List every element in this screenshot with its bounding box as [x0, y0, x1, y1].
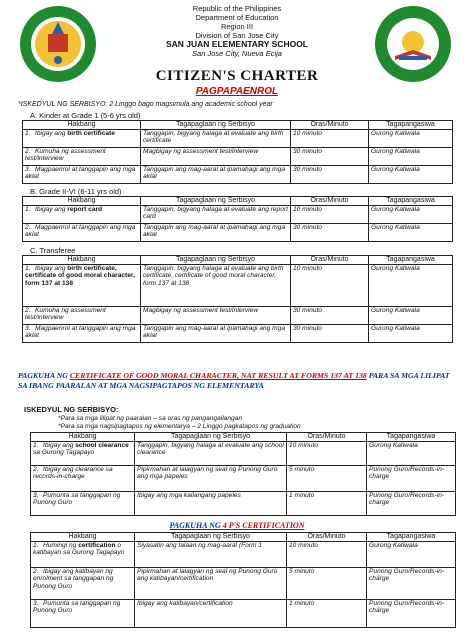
column-header: Tagapangasiwa — [369, 121, 453, 130]
service-cell: Pipirmahan at lalagyan ng seal ng Punong Guro ang mga papeles — [135, 465, 287, 491]
step-text: Ibigay ang — [35, 205, 68, 213]
good-moral-title-part3: PARA SA MGA LILIPAT SA IBANG PAARALAN AT MGA NAGSIPAGTAPOS NG ELEMENTARYA — [18, 371, 450, 390]
table-row — [31, 441, 456, 465]
good-moral-note-2: *Para sa mga nagsipagtapos ng elementarya – 2 Linggo pagkatapos ng graduation — [58, 423, 301, 430]
column-header: Tagapaglaan ng Serbisyo — [135, 533, 287, 542]
time-cell: 10 minuto — [287, 441, 367, 465]
step-cell — [23, 165, 141, 183]
good-moral-note-1: *Para sa mga lilipat ng paaralan – sa oras ng pangangailangan — [58, 415, 243, 422]
step-cell — [23, 264, 141, 306]
step-text: Pumunta sa tanggapan ng Punong Guro — [33, 599, 121, 614]
step-text: Ibigay ang clearance sa records-in-charge — [33, 465, 113, 480]
column-header: Tagapangasiwa — [367, 533, 456, 542]
column-header: Tagapaglaan ng Serbisyo — [141, 197, 291, 206]
column-header: Tagapangasiwa — [369, 197, 453, 206]
step-number: 1. — [25, 129, 31, 137]
service-cell: Siyasatin ang talaan ng mag-aaral (Form 1 — [135, 541, 287, 567]
step-text: Magpaenrol at tanggapin ang mga aklat — [25, 324, 136, 339]
fourps-table — [30, 532, 456, 628]
column-header: Tagapaglaan ng Serbisyo — [141, 256, 291, 265]
service-cell: Tanggapin, bigyang halaga at evaluate ang school clearance — [135, 441, 287, 465]
step-number: 1. — [25, 205, 31, 213]
good-moral-title-part1: PAGKUHA NG — [18, 371, 70, 380]
officer-cell: Gurong Katiwala — [369, 324, 453, 342]
column-header: Oras/Minuto — [291, 256, 369, 265]
service-cell: Pipirmahan at lalagyan ng seal ng Punong Guro ang katibayan/certification — [135, 567, 287, 599]
column-header: Hakbang — [23, 121, 141, 130]
step-text-post: sa Gurong Tagapayo — [33, 449, 95, 456]
service-cell: Magbigay ng assessment test/interview — [141, 147, 291, 165]
step-cell — [31, 491, 135, 515]
region-line: Region III — [220, 22, 254, 31]
time-cell: 5 minuto — [287, 465, 367, 491]
step-text: Kumuha ng assessment test/interview — [25, 147, 106, 162]
school-address: San Jose City, Nueva Ecija — [192, 49, 282, 58]
step-text: Ibigay ang — [43, 441, 76, 449]
section-a-table — [22, 120, 453, 184]
section-c-table — [22, 255, 453, 343]
step-cell — [23, 223, 141, 241]
step-text: Ibigay ang — [35, 129, 68, 137]
officer-cell: Gurong Katiwala — [367, 441, 456, 465]
time-cell: 10 minuto — [291, 129, 369, 147]
time-cell: 30 minuto — [291, 147, 369, 165]
officer-cell: Gurong Katiwala — [369, 223, 453, 241]
officer-cell: Punong Guro/Records-in-charge — [367, 599, 456, 627]
step-number: 3. — [33, 599, 39, 607]
service-cell: Tanggapin, bigyang halaga at evaluate ang birth certificate, certificate of good moral character, form 137 at 138 — [141, 264, 291, 306]
time-cell: 10 minuto — [287, 541, 367, 567]
step-number: 2. — [25, 223, 31, 231]
time-cell: 1 minuto — [287, 599, 367, 627]
fourps-title-part2: 4 P'S CERTIFICATION — [222, 521, 305, 530]
officer-cell: Punong Guro/Records-in-charge — [367, 465, 456, 491]
column-header: Tagapangasiwa — [367, 433, 456, 442]
table-row — [31, 465, 456, 491]
step-document: report card — [67, 205, 103, 213]
step-cell — [23, 205, 141, 223]
step-cell — [31, 465, 135, 491]
officer-cell: Gurong Katiwala — [367, 541, 456, 567]
section-b-table — [22, 196, 453, 242]
fourps-title — [0, 521, 474, 530]
fourps-title-part1: PAGKUHA NG — [169, 521, 223, 530]
officer-cell: Gurong Katiwala — [369, 165, 453, 183]
service-cell: Ibigay ang mga kailangang papeles — [135, 491, 287, 515]
time-cell: 30 minuto — [291, 223, 369, 241]
column-header: Hakbang — [23, 256, 141, 265]
column-header: Tagapaglaan ng Serbisyo — [135, 433, 287, 442]
time-cell: 30 minuto — [291, 306, 369, 324]
section-b-label: B. Grade II-VI (6-11 yrs old) — [30, 187, 122, 196]
step-text: Humingi ng — [43, 541, 79, 549]
time-cell: 30 minuto — [291, 324, 369, 342]
step-document: birth certificate — [67, 129, 115, 137]
step-document: school clearance — [75, 441, 129, 449]
time-cell: 30 minuto — [291, 165, 369, 183]
service-cell: Tanggapin ang mag-aaral at ipamahagi ang mga aklat — [141, 223, 291, 241]
officer-cell: Gurong Katiwala — [369, 306, 453, 324]
step-text-post: o katibayan sa Gurong Tagapayo — [33, 541, 125, 556]
document-subtitle: PAGPAPAENROL — [195, 86, 279, 97]
step-cell — [31, 599, 135, 627]
officer-cell: Gurong Katiwala — [369, 205, 453, 223]
section-c-label: C. Transferee — [30, 246, 76, 255]
time-cell: 10 minuto — [291, 205, 369, 223]
service-cell: Tanggapin ang mag-aaral at ipamahagi ang mga aklat — [141, 324, 291, 342]
step-text: Ibigay ang katibayan ng enrolment sa tanggapan ng Punong Guro — [33, 567, 114, 590]
step-text: Ibigay ang — [35, 264, 68, 272]
step-text: Kumuha ng assessment test/interview — [25, 306, 106, 321]
service-cell: Tanggapin, bigyang halaga at evaluate ang birth certificate — [141, 129, 291, 147]
division-line: Division of San Jose City — [195, 31, 279, 40]
table-row — [31, 567, 456, 599]
good-moral-table — [30, 432, 456, 516]
column-header: Oras/Minuto — [287, 533, 367, 542]
column-header: Hakbang — [31, 433, 135, 442]
good-moral-title — [18, 371, 458, 391]
step-cell — [31, 441, 135, 465]
table-row — [23, 129, 453, 147]
table-row — [23, 264, 453, 306]
table-row — [31, 491, 456, 515]
section-a-label: A. Kinder at Grade 1 (5-6 yrs old) — [30, 111, 141, 120]
officer-cell: Gurong Katiwala — [369, 129, 453, 147]
column-header: Oras/Minuto — [291, 197, 369, 206]
service-cell: Tanggapin, bigyang halaga at evaluate ang report card — [141, 205, 291, 223]
step-document: birth certificate, certificate of good moral character, form 137 at 138 — [25, 264, 135, 287]
step-cell — [23, 129, 141, 147]
officer-cell: Gurong Katiwala — [369, 264, 453, 306]
step-cell — [23, 306, 141, 324]
step-number: 2. — [33, 567, 39, 575]
republic-line: Republic of the Philippines — [192, 4, 282, 13]
time-cell: 5 minuto — [287, 567, 367, 599]
service-cell: Ibigay ang katibayan/certification — [135, 599, 287, 627]
step-cell — [31, 541, 135, 567]
header-row — [23, 121, 453, 130]
column-header: Hakbang — [31, 533, 135, 542]
step-number: 3. — [25, 324, 31, 332]
good-moral-title-part2: CERTIFICATE OF GOOD MORAL CHARACTER, NAT RESULT AT FORMS 137 AT 138 — [69, 371, 367, 380]
step-cell — [23, 324, 141, 342]
service-cell: Tanggapin ang mag-aaral at ipamahagi ang mga aklat — [141, 165, 291, 183]
table-row — [23, 223, 453, 241]
table-row — [23, 324, 453, 342]
officer-cell: Punong Guro/Records-in-charge — [367, 567, 456, 599]
officer-cell: Punong Guro/Records-in-charge — [367, 491, 456, 515]
table-row — [23, 165, 453, 183]
column-header: Hakbang — [23, 197, 141, 206]
step-number: 3. — [33, 491, 39, 499]
step-text: Magpaenrol at tanggapin ang mga aklat — [25, 165, 136, 180]
document-title: CITIZEN'S CHARTER — [155, 68, 319, 84]
schedule-note: *ISKEDYUL NG SERBISYO: 2 Linggo bago magsimula ang academic school year — [18, 101, 273, 108]
good-moral-schedule-label: ISKEDYUL NG SERBISYO: — [24, 405, 119, 414]
time-cell: 1 minuto — [287, 491, 367, 515]
step-number: 1. — [33, 441, 39, 449]
table-row — [31, 599, 456, 627]
column-header: Oras/Minuto — [287, 433, 367, 442]
table-row — [31, 541, 456, 567]
officer-cell: Gurong Katiwala — [369, 147, 453, 165]
column-header: Tagapangasiwa — [369, 256, 453, 265]
deped-seal-logo — [18, 4, 98, 84]
school-name: SAN JUAN ELEMENTARY SCHOOL — [166, 39, 308, 49]
step-number: 1. — [33, 541, 39, 549]
table-row — [23, 306, 453, 324]
time-cell: 10 minuto — [291, 264, 369, 306]
column-header: Oras/Minuto — [291, 121, 369, 130]
header-row — [31, 533, 456, 542]
step-cell — [31, 567, 135, 599]
step-number: 3. — [25, 165, 31, 173]
school-seal-logo — [373, 4, 453, 84]
step-text: Pumunta sa tanggapan ng Punong Guro — [33, 491, 121, 506]
header-row — [31, 433, 456, 442]
step-cell — [23, 147, 141, 165]
step-text: Magpaenrol at tanggapin ang mga aklat — [25, 223, 136, 238]
step-number: 2. — [25, 147, 31, 155]
letterhead — [130, 4, 344, 58]
header-row — [23, 197, 453, 206]
table-row — [23, 147, 453, 165]
step-document: certification — [78, 541, 116, 549]
table-row — [23, 205, 453, 223]
department-line: Department of Education — [195, 13, 279, 22]
step-number: 1. — [25, 264, 31, 272]
column-header: Tagapaglaan ng Serbisyo — [141, 121, 291, 130]
service-cell: Magbigay ng assessment test/interview — [141, 306, 291, 324]
step-number: 2. — [25, 306, 31, 314]
header-row — [23, 256, 453, 265]
step-number: 2. — [33, 465, 39, 473]
